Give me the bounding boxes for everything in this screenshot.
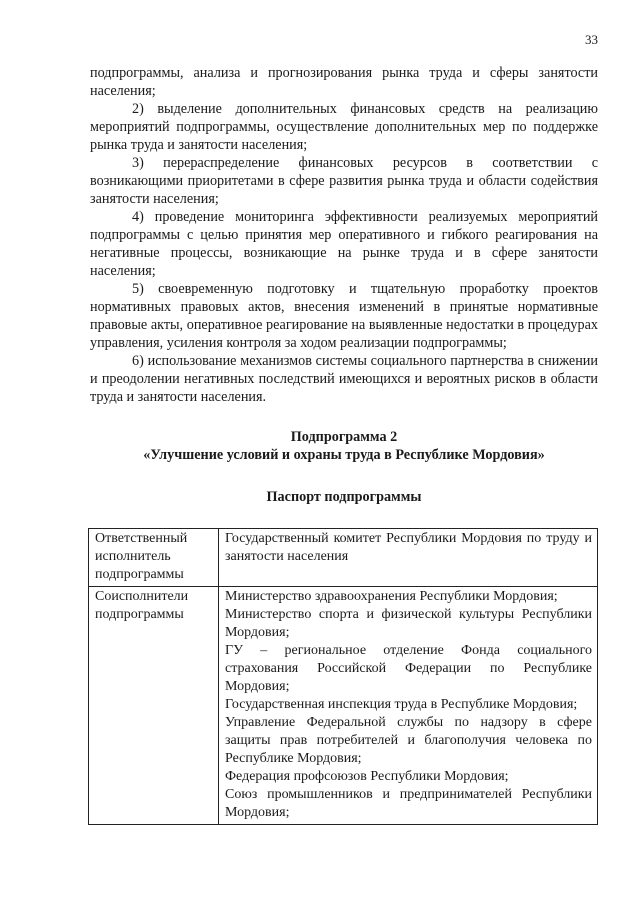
table-cell-value: [219, 529, 598, 587]
value-line: Государственная инспекция труда в Республике Мордовия;: [225, 697, 578, 712]
value-line: Министерство спорта и физической культуры Республики Мордовия;: [225, 607, 592, 640]
table-cell-label: Соисполнители подпрограммы: [89, 587, 219, 825]
paragraph-item-3: 3) перераспределение финансовых ресурсов в соответствии с возникающими приоритетами в сфере развития рынка труда и области содействия занятости населения;: [90, 155, 598, 207]
value-line: Управление Федеральной службы по надзору в сфере защиты прав потребителей и благополучия человека по Республике Мордовия;: [225, 715, 592, 766]
table-cell-value: [219, 587, 598, 825]
body-text: [90, 64, 598, 406]
value-line: ГУ – региональное отделение Фонда социального страхования Российской Федерации по Республике Мордовия;: [225, 643, 592, 694]
paragraph-item-6: 6) использование механизмов системы социального партнерства в снижении и преодолении негативных последствий имеющихся и вероятных рисков в области труда и занятости населения.: [90, 353, 598, 405]
paragraph-continuation: подпрограммы, анализа и прогнозирования рынка труда и сферы занятости населения;: [90, 65, 598, 99]
paragraph-item-5: 5) своевременную подготовку и тщательную проработку проектов нормативных правовых актов, внесения изменений в принятые нормативные правовые акты, оперативное реагирование на выявленные недостатки в процедурах управления, усиления контроля за ходом реализации подпрограммы;: [90, 281, 598, 351]
value-line: Союз промышленников и предпринимателей Республики Мордовия;: [225, 787, 592, 820]
subprogram-title: «Улучшение условий и охраны труда в Республике Мордовия»: [143, 447, 545, 463]
table-row: [89, 529, 598, 587]
value-line: Государственный комитет Республики Мордовия по труду и занятости населения: [225, 531, 592, 564]
paragraph-item-4: 4) проведение мониторинга эффективности реализуемых мероприятий подпрограммы с целью принятия мер оперативного и гибкого реагирования на негативные процессы, возникающие на рынке труда и в сфере занятости населения;: [90, 209, 598, 279]
page-number: 33: [585, 32, 598, 47]
paragraph-item-2: 2) выделение дополнительных финансовых средств на реализацию мероприятий подпрограммы, осуществление дополнительных мер по поддержке рынка труда и занятости населения;: [90, 101, 598, 153]
value-line: Министерство здравоохранения Республики Мордовия;: [225, 589, 558, 604]
table-cell-label: Ответственный исполнитель подпрограммы: [89, 529, 219, 587]
table-row: [89, 587, 598, 825]
subprogram-heading: Подпрограмма 2: [290, 429, 398, 445]
passport-table: [88, 528, 598, 825]
value-line: Федерация профсоюзов Республики Мордовия;: [225, 769, 509, 784]
passport-heading: Паспорт подпрограммы: [266, 489, 422, 505]
